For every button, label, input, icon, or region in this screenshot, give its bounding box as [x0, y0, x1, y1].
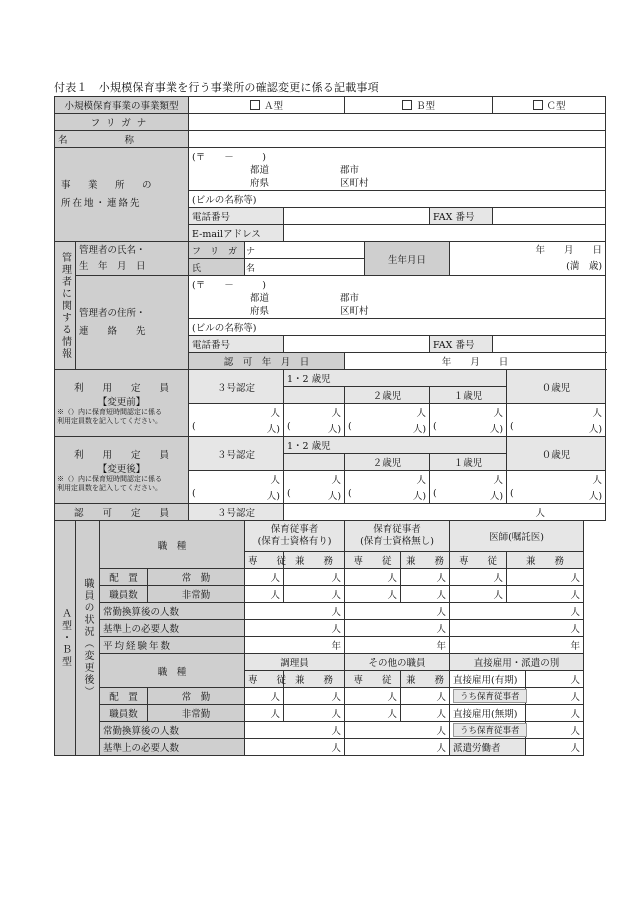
- haken-label: 派遣労働者: [450, 739, 526, 756]
- manager-address-field[interactable]: (〒 － ) 都道 郡市 府県 区町村: [189, 276, 606, 319]
- capacity-before-spacer: [284, 387, 345, 404]
- hijoukin-label-2: 非常勤: [148, 705, 245, 722]
- office-tel-field[interactable]: [284, 208, 430, 225]
- capacity-before-age1: １歳児: [430, 387, 507, 404]
- office-fax-label: FAX 番号: [430, 208, 493, 225]
- approval-date-field[interactable]: 年 月 日: [345, 353, 606, 370]
- office-building-field[interactable]: (ビルの名称等): [189, 191, 606, 208]
- col5-kijun[interactable]: 人: [345, 739, 450, 756]
- col4-kanzan[interactable]: 人: [245, 722, 345, 739]
- col2-keiken[interactable]: 年: [345, 637, 450, 654]
- col5-full-joukin[interactable]: 人: [345, 688, 401, 705]
- capacity-after-age1: １歳児: [430, 454, 507, 471]
- capacity-before-label: 利 用 定 員 【変更前】 ※（）内に保育短時間認定に係る 利用定員数を記入してください。: [55, 370, 189, 437]
- capacity-after-no3: ３号認定: [189, 437, 284, 471]
- col2-full-joukin[interactable]: 人: [345, 569, 401, 586]
- capacity-before-age0-short[interactable]: ( 人): [507, 420, 606, 437]
- type-ab-vertical-label: Ａ型・Ｂ型: [55, 521, 76, 756]
- manager-name-field[interactable]: [245, 259, 365, 276]
- keiken-label: 平均経験年数: [100, 637, 245, 654]
- col2-part: 兼 務: [401, 552, 450, 569]
- shokushu-label-2: 職 種: [100, 654, 245, 688]
- capacity-before-age1-value[interactable]: 人: [430, 404, 507, 421]
- direct-fixed-uchi-label: うち保育従事者: [450, 688, 526, 705]
- capacity-after-age0-value[interactable]: 人: [507, 471, 606, 488]
- capacity-after-label: 利 用 定 員 【変更後】 ※（）内に保育短時間認定に係る 利用定員数を記入してください。: [55, 437, 189, 504]
- joukin-label-2: 常 勤: [148, 688, 245, 705]
- col5-part: 兼 務: [401, 671, 450, 688]
- manager-birth-label: 生年月日: [365, 242, 450, 276]
- kijun-label-2: 基準上の必要人数: [100, 739, 245, 756]
- manager-address-label: 管理者の住所・ 連 絡 先: [76, 276, 189, 370]
- col4-part: 兼 務: [284, 671, 345, 688]
- col4-full: 専 従: [245, 671, 284, 688]
- manager-furigana-label: フ リ ガ ナ: [189, 242, 245, 259]
- office-label: 事 業 所 の 所在地・連絡先: [55, 148, 189, 242]
- col4-full-joukin[interactable]: 人: [245, 688, 284, 705]
- capacity-after-spacer: [284, 454, 345, 471]
- name-field[interactable]: [189, 131, 606, 148]
- checkbox-icon[interactable]: [533, 100, 543, 110]
- type-b-option[interactable]: Ｂ型: [345, 97, 493, 114]
- capacity-after-no3-value[interactable]: 人: [189, 471, 284, 488]
- direct-fixed-label: 直接雇用(有期): [450, 671, 526, 688]
- col2-full: 専 従: [345, 552, 401, 569]
- furigana-label: フリガナ: [55, 114, 189, 131]
- kijun-label: 基準上の必要人数: [100, 620, 245, 637]
- manager-furigana-field[interactable]: [245, 242, 365, 259]
- checkbox-icon[interactable]: [402, 100, 412, 110]
- col1-header: 保育従事者 (保育士資格有り): [245, 521, 345, 552]
- col1-part-hijoukin[interactable]: 人: [284, 586, 345, 603]
- col5-full: 専 従: [345, 671, 401, 688]
- capacity-after-no3-short[interactable]: ( 人): [189, 487, 284, 504]
- manager-fax-label: FAX 番号: [430, 336, 493, 353]
- capacity-after-age12-short[interactable]: ( 人): [284, 487, 345, 504]
- col1-part: 兼 務: [284, 552, 345, 569]
- kanzan-label-2: 常勤換算後の人数: [100, 722, 245, 739]
- haichi-label: 配 置: [100, 569, 148, 586]
- col3-full: 専 従: [450, 552, 507, 569]
- manager-name-birth-label: 管理者の氏名・ 生 年 月 日: [76, 242, 189, 276]
- capacity-after-age2-value[interactable]: 人: [345, 471, 430, 488]
- approval-date-label: 認 可 年 月 日: [189, 353, 345, 370]
- capacity-before-age2: ２歳児: [345, 387, 430, 404]
- capacity-after-age2: ２歳児: [345, 454, 430, 471]
- col5-full-hijoukin[interactable]: 人: [345, 705, 401, 722]
- haichi-label-2: 配 置: [100, 688, 148, 705]
- capacity-before-age1-short[interactable]: ( 人): [430, 420, 507, 437]
- manager-building-field[interactable]: (ビルの名称等): [189, 319, 606, 336]
- capacity-after-age2-short[interactable]: ( 人): [345, 487, 430, 504]
- type-label: 小規模保育事業の事業類型: [55, 97, 189, 114]
- col2-kanzan[interactable]: 人: [345, 603, 450, 620]
- capacity-before-age2-short[interactable]: ( 人): [345, 420, 430, 437]
- shokushu-label-1: 職 種: [100, 521, 245, 569]
- form-title: 付表１ 小規模保育事業を行う事業所の確認変更に係る記載事項: [54, 81, 379, 94]
- capacity-before-no3-short[interactable]: ( 人): [189, 420, 284, 437]
- office-address-field[interactable]: (〒 － ) 都道 郡市 府県 区町村: [189, 148, 606, 191]
- manager-tel-label: 電話番号: [189, 336, 284, 353]
- direct-fixed-value[interactable]: 人: [526, 671, 584, 688]
- col1-kijun[interactable]: 人: [245, 620, 345, 637]
- joukin-label: 常 勤: [148, 569, 245, 586]
- approved-capacity-label: 認 可 定 員: [55, 504, 189, 521]
- approved-capacity-value[interactable]: 人: [284, 504, 606, 521]
- capacity-before-age12: 1・2 歳児: [284, 370, 507, 387]
- office-tel-label: 電話番号: [189, 208, 284, 225]
- col4-part-joukin[interactable]: 人: [284, 688, 345, 705]
- col1-full-hijoukin[interactable]: 人: [245, 586, 284, 603]
- shokuin-label-2: 職員数: [100, 705, 148, 722]
- col1-full: 専 従: [245, 552, 284, 569]
- col2-part-hijoukin[interactable]: 人: [401, 586, 450, 603]
- capacity-after-age1-value[interactable]: 人: [430, 471, 507, 488]
- shokuin-label: 職員数: [100, 586, 148, 603]
- haken-value[interactable]: 人: [526, 739, 584, 756]
- manager-birth-field[interactable]: 年 月 日 (満 歳): [450, 242, 606, 276]
- capacity-after-age0-short[interactable]: ( 人): [507, 487, 606, 504]
- col3-part-hijoukin[interactable]: 人: [507, 586, 584, 603]
- capacity-before-no3: ３号認定: [189, 370, 284, 404]
- col4-header: 調理員: [245, 654, 345, 671]
- col2-header: 保育従事者 (保育士資格無し): [345, 521, 450, 552]
- capacity-after-age1-short[interactable]: ( 人): [430, 487, 507, 504]
- col1-full-joukin[interactable]: 人: [245, 569, 284, 586]
- type-a-option[interactable]: Ａ型: [189, 97, 345, 114]
- kanzan-label: 常勤換算後の人数: [100, 603, 245, 620]
- col3-kijun[interactable]: 人: [450, 620, 584, 637]
- col4-kijun[interactable]: 人: [245, 739, 345, 756]
- capacity-before-age12-short[interactable]: ( 人): [284, 420, 345, 437]
- name-label: 名 称: [55, 131, 189, 148]
- capacity-before-age0-value[interactable]: 人: [507, 404, 606, 421]
- col3-full-joukin[interactable]: 人: [450, 569, 507, 586]
- capacity-before-age2-value[interactable]: 人: [345, 404, 430, 421]
- col5-part-joukin[interactable]: 人: [401, 688, 450, 705]
- col4-part-hijoukin[interactable]: 人: [284, 705, 345, 722]
- col3-part: 兼 務: [507, 552, 584, 569]
- col3-part-joukin[interactable]: 人: [507, 569, 584, 586]
- col1-keiken[interactable]: 年: [245, 637, 345, 654]
- capacity-before-age0: ０歳児: [507, 370, 606, 404]
- col4-full-hijoukin[interactable]: 人: [245, 705, 284, 722]
- manager-vertical-label: 管理者に関する情報: [55, 242, 76, 370]
- manager-fax-field[interactable]: [493, 336, 606, 353]
- hijoukin-label: 非常勤: [148, 586, 245, 603]
- type-c-option[interactable]: Ｃ型: [493, 97, 606, 114]
- furigana-field[interactable]: [189, 114, 606, 131]
- col2-full-hijoukin[interactable]: 人: [345, 586, 401, 603]
- staff-status-vertical-label: 職員の状況（変更後）: [76, 521, 100, 756]
- capacity-after-age12-value[interactable]: 人: [284, 471, 345, 488]
- col3-header: 医師(嘱託医): [450, 521, 584, 552]
- capacity-after-age12: 1・2 歳児: [284, 437, 507, 454]
- manager-shimei-label: 氏 名: [189, 259, 245, 276]
- office-email-label: E-mailアドレス: [189, 225, 284, 242]
- form-table: [54, 96, 606, 756]
- office-email-field[interactable]: [284, 225, 606, 242]
- col3-keiken[interactable]: 年: [450, 637, 584, 654]
- capacity-before-age12-value[interactable]: 人: [284, 404, 345, 421]
- col5-header: その他の職員: [345, 654, 450, 671]
- direct-fixed-uchi-value[interactable]: 人: [526, 688, 584, 705]
- direct-indef-uchi-label: うち保育従事者: [450, 722, 526, 739]
- direct-indef-label: 直接雇用(無期): [450, 705, 526, 722]
- col5-kanzan[interactable]: 人: [345, 722, 450, 739]
- direct-indef-value[interactable]: 人: [526, 705, 584, 722]
- col1-kanzan[interactable]: 人: [245, 603, 345, 620]
- checkbox-icon[interactable]: [250, 100, 260, 110]
- col3-full-hijoukin[interactable]: 人: [450, 586, 507, 603]
- col3-kanzan[interactable]: 人: [450, 603, 584, 620]
- capacity-before-no3-value[interactable]: 人: [189, 404, 284, 421]
- col6-header: 直接雇用・派遣の別: [450, 654, 584, 671]
- col5-part-hijoukin[interactable]: 人: [401, 705, 450, 722]
- capacity-after-age0: ０歳児: [507, 437, 606, 471]
- col1-part-joukin[interactable]: 人: [284, 569, 345, 586]
- col2-kijun[interactable]: 人: [345, 620, 450, 637]
- direct-indef-uchi-value[interactable]: 人: [526, 722, 584, 739]
- manager-tel-field[interactable]: [284, 336, 430, 353]
- office-fax-field[interactable]: [493, 208, 606, 225]
- col2-part-joukin[interactable]: 人: [401, 569, 450, 586]
- approved-capacity-no3: ３号認定: [189, 504, 284, 521]
